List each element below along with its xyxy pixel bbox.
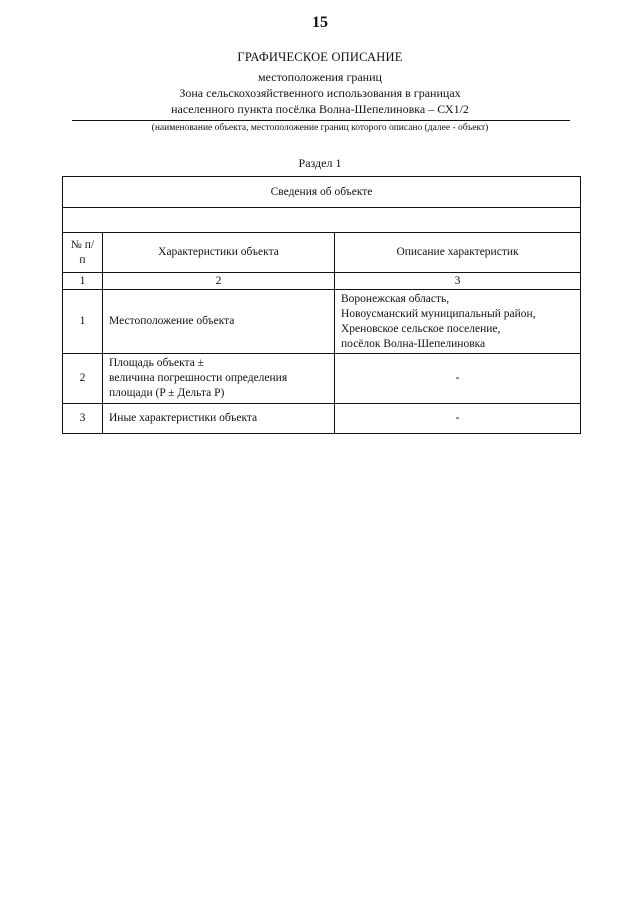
table-empty-row <box>63 208 581 233</box>
description-line: Новоусманский муниципальный район, <box>341 307 536 320</box>
table-row <box>63 290 581 354</box>
table-row <box>63 404 581 434</box>
header-characteristic: Характеристики объекта <box>103 233 335 273</box>
empty-cell <box>63 208 581 233</box>
characteristic-line: Площадь объекта ± <box>109 357 204 369</box>
column-number: 1 <box>63 273 103 290</box>
row-description: - <box>335 404 581 434</box>
row-num: 2 <box>63 354 103 404</box>
row-characteristic <box>103 354 335 404</box>
description-line: Хреновское сельское поселение, <box>341 322 501 335</box>
page-number: 15 <box>312 14 328 31</box>
document-title: ГРАФИЧЕСКОЕ ОПИСАНИЕ <box>237 50 403 64</box>
row-num: 1 <box>63 290 103 354</box>
row-characteristic: Иные характеристики объекта <box>103 404 335 434</box>
table-title: Сведения об объекте <box>63 177 581 208</box>
table-title-row <box>63 177 581 208</box>
object-name-line-2: населенного пункта посёлка Волна-Шепелиновка – СХ1/2 <box>171 102 469 116</box>
header-num: № п/п <box>63 233 103 273</box>
column-number: 2 <box>103 273 335 290</box>
object-info-table <box>62 176 581 434</box>
section-label: Раздел 1 <box>298 156 342 170</box>
table-row <box>63 354 581 404</box>
title-underline <box>72 120 570 121</box>
object-name-line-1: Зона сельскохозяйственного использования в границах <box>179 86 461 100</box>
header-description: Описание характеристик <box>335 233 581 273</box>
column-number: 3 <box>335 273 581 290</box>
column-number-row <box>63 273 581 290</box>
characteristic-line: площади (P ± Дельта P) <box>109 387 225 399</box>
row-description: - <box>335 354 581 404</box>
description-line: посёлок Волна-Шепелиновка <box>341 337 486 350</box>
row-num: 3 <box>63 404 103 434</box>
document-subtitle: местоположения границ <box>258 70 382 84</box>
table-header-row <box>63 233 581 273</box>
characteristic-line: величина погрешности определения <box>109 372 288 384</box>
description-line: Воронежская область, <box>341 292 450 305</box>
object-hint: (наименование объекта, местоположение границ которого описано (далее - объект) <box>151 123 489 133</box>
row-characteristic: Местоположение объекта <box>103 290 335 354</box>
row-description <box>335 290 581 354</box>
